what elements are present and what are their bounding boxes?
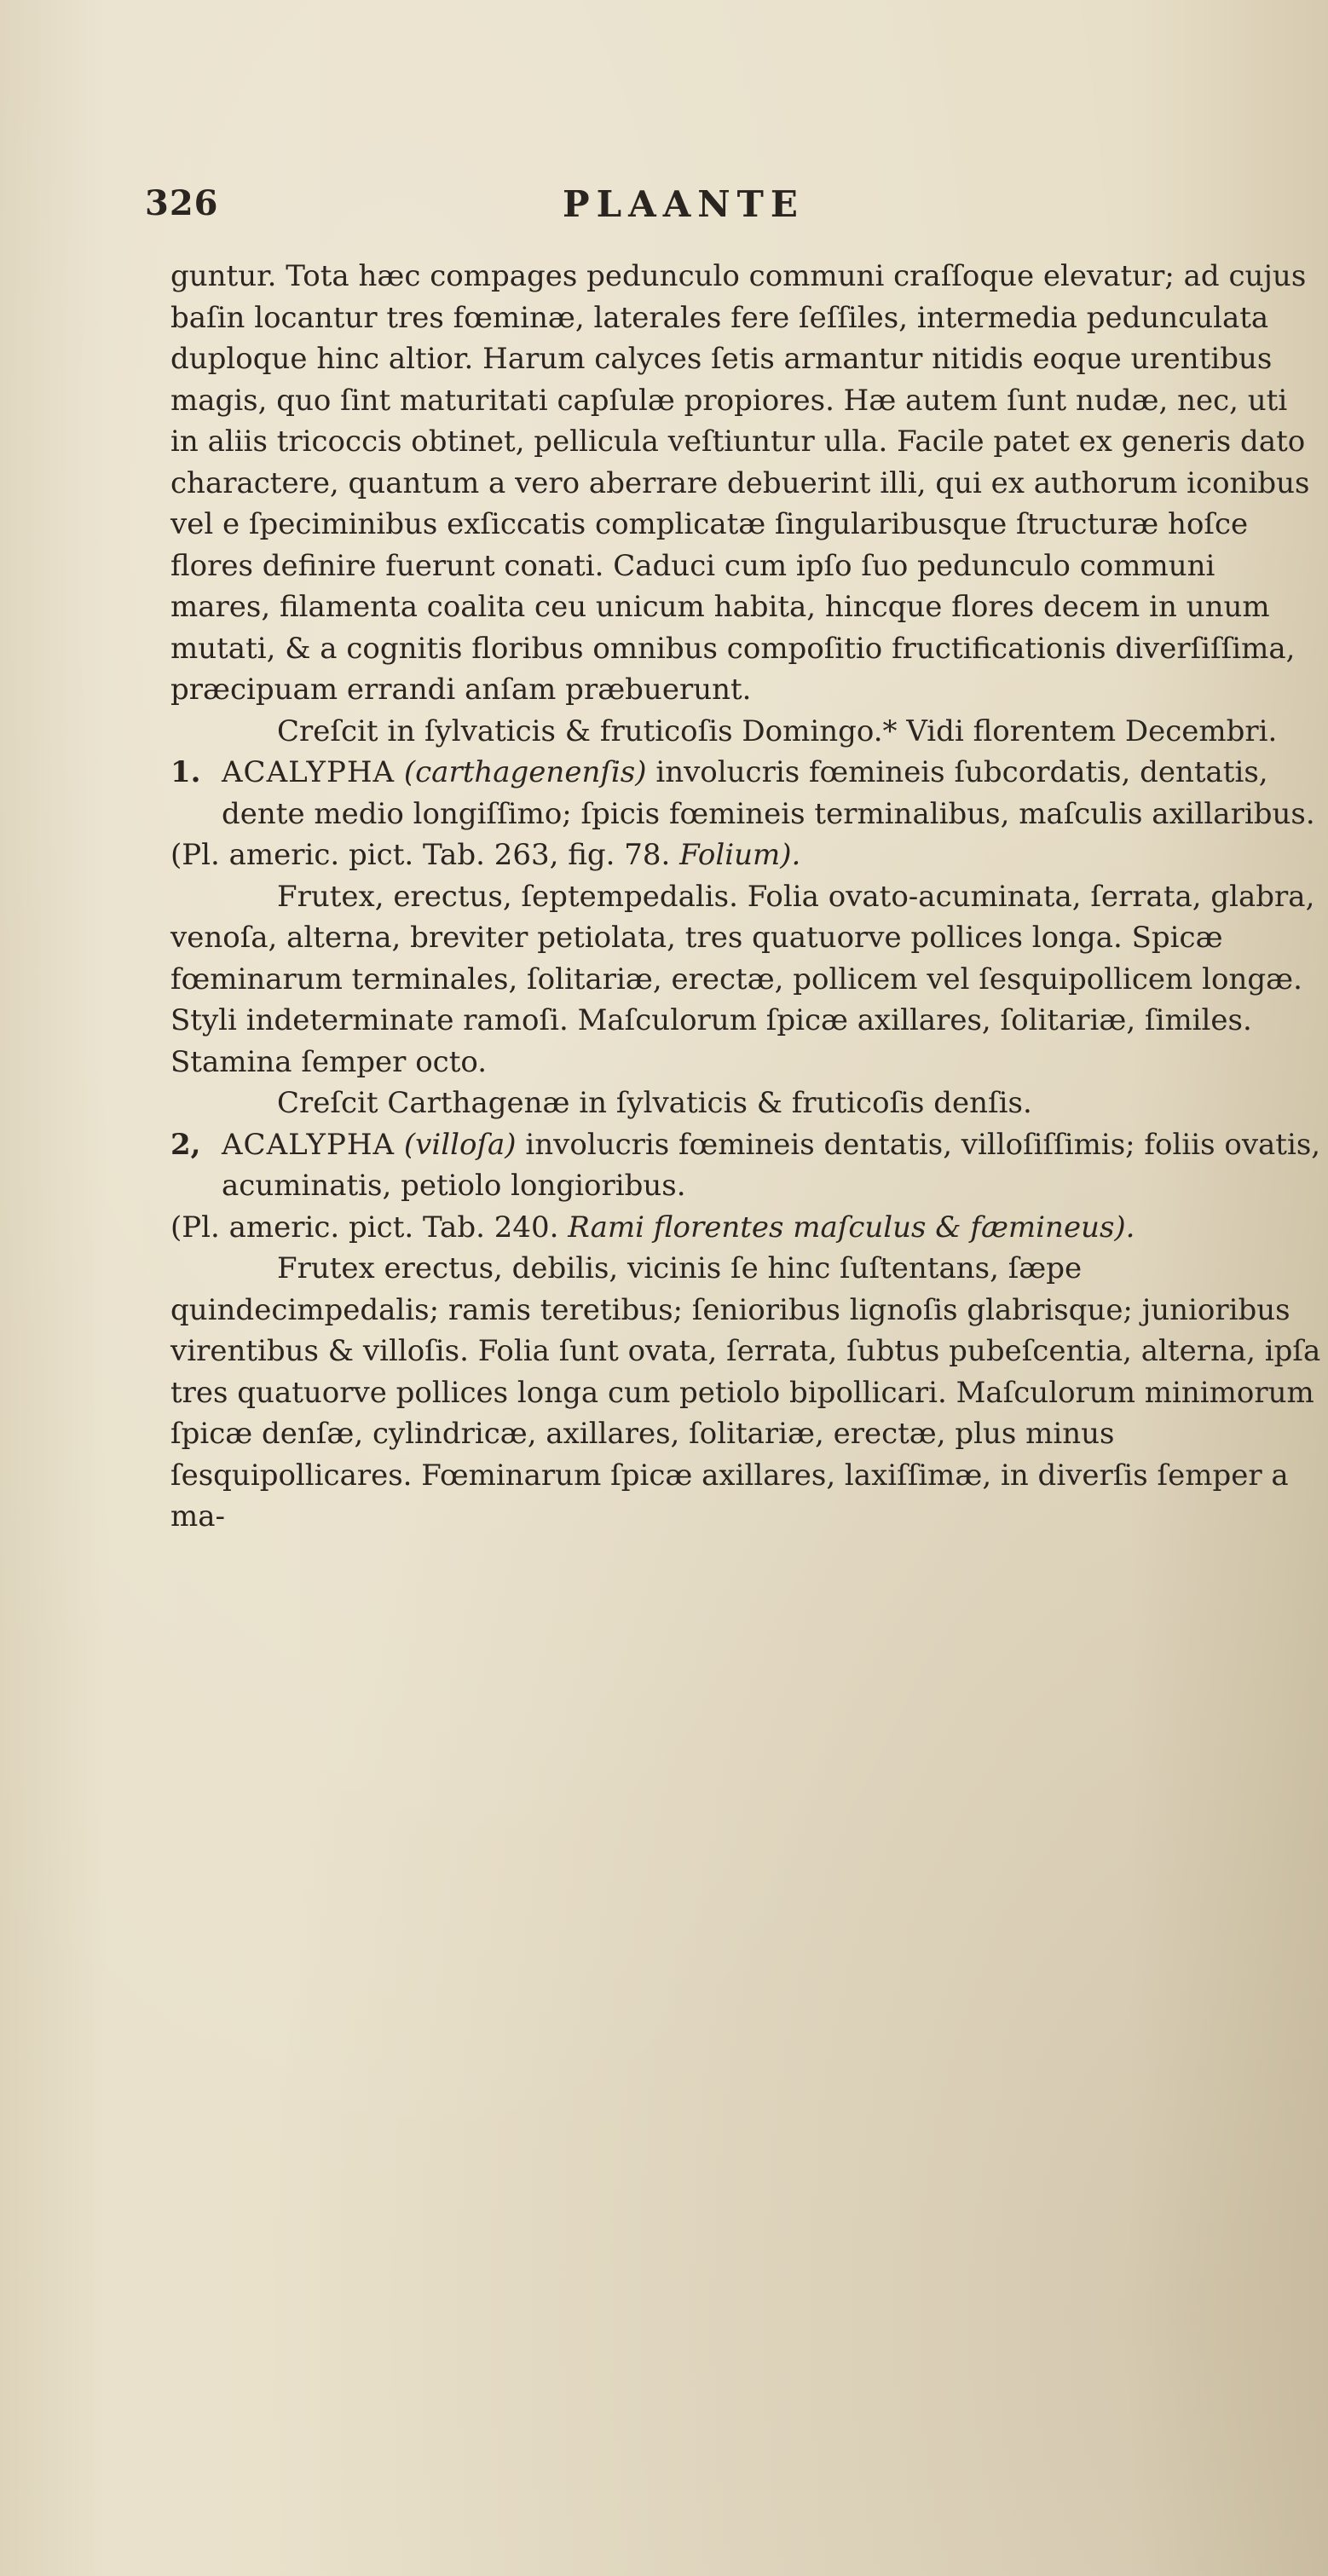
running-title: PLAANTE xyxy=(563,183,805,225)
species-genus: ACALYPHA xyxy=(222,1127,396,1162)
species-diagnosis: involucris fœmineis ſubcordatis, dentatis, dente medio longiſſimo; ſpicis fœmineis terminalibus, maſculis axillaribus. xyxy=(222,755,1315,831)
species-epithet: (carthagenenſis) xyxy=(403,755,647,789)
species-description: Frutex, erectus, ſeptempedalis. Folia ovato-acuminata, ſerrata, glabra, venoſa, alterna, breviter petiolata, tres quatuorve pollices longa. Spicæ fœminarum terminales, ſolitariæ, erectæ, pollicem vel ſesquipollicem longæ. Styli indeterminate ramoſi. Maſculorum ſpicæ axillares, ſolitariæ, ſimiles. Stamina ſemper octo. xyxy=(170,879,1315,1079)
paragraph-habitat: Creſcit in ſylvaticis & fruticoſis Domingo.* Vidi florentem Decembri. xyxy=(277,713,1278,748)
species-entry-2 xyxy=(170,1124,1321,1207)
reference-label: (Pl. americ. pict. Tab. 263, fig. 78. xyxy=(170,838,671,872)
species-entry-1 xyxy=(170,752,1321,835)
species-epithet: (villoſa) xyxy=(403,1127,517,1162)
reference-italic: Rami florentes maſculus & fæmineus). xyxy=(568,1210,1135,1245)
reference-italic: Folium). xyxy=(679,838,801,872)
species-diagnosis: involucris fœmineis dentatis, villoſiſſimis; foliis ovatis, acuminatis, petiolo longioribus. xyxy=(222,1127,1321,1203)
body-text xyxy=(170,256,1321,1538)
page-number: 326 xyxy=(145,183,219,223)
species-number: 1. xyxy=(170,755,201,789)
species-habitat: Creſcit Carthagenæ in ſylvaticis & fruticoſis denſis. xyxy=(277,1086,1032,1120)
reference-label: (Pl. americ. pict. Tab. 240. xyxy=(170,1210,559,1245)
species-genus: ACALYPHA xyxy=(222,755,396,789)
species-number: 2, xyxy=(170,1127,201,1162)
species-description: Frutex erectus, debilis, vicinis ſe hinc ſuſtentans, ſæpe quindecimpedalis; ramis teretibus; ſenioribus lignoſis glabrisque; junioribus virentibus & villoſis. Folia ſunt ovata, ſerrata, ſubtus pubeſcentia, alterna, ipſa tres quatuorve pollices longa cum petiolo bipollicari. Maſculorum minimorum ſpicæ denſæ, cylindricæ, axillares, ſolitariæ, erectæ, plus minus ſesquipollicares. Fœminarum ſpicæ axillares, laxiſſimæ, in diverſis ſemper a ma- xyxy=(170,1251,1321,1533)
paragraph-continued: guntur. Tota hæc compages pedunculo communi craſſoque elevatur; ad cujus baſin locantur tres fœminæ, laterales fere ſeſſiles, intermedia pedunculata duploque hinc altior. Harum calyces ſetis armantur nitidis eoque urentibus magis, quo ſint maturitati capſulæ propiores. Hæ autem ſunt nudæ, nec, uti in aliis tricoccis obtinet, pellicula veſtiuntur ulla. Facile patet ex generis dato charactere, quantum a vero aberrare debuerint illi, qui ex authorum iconibus vel e ſpeciminibus exſiccatis complicatæ ſingularibusque ſtructuræ hoſce flores definire fuerunt conati. Caduci cum ipſo ſuo pedunculo communi mares, filamenta coalita ceu unicum habita, hincque flores decem in unum mutati, & a cognitis floribus omnibus compoſitio fructificationis diverſiſſima, præcipuam errandi anſam præbuerunt. xyxy=(170,259,1310,707)
page-header xyxy=(145,183,1321,234)
species-reference xyxy=(170,835,1321,876)
species-reference xyxy=(170,1207,1321,1249)
